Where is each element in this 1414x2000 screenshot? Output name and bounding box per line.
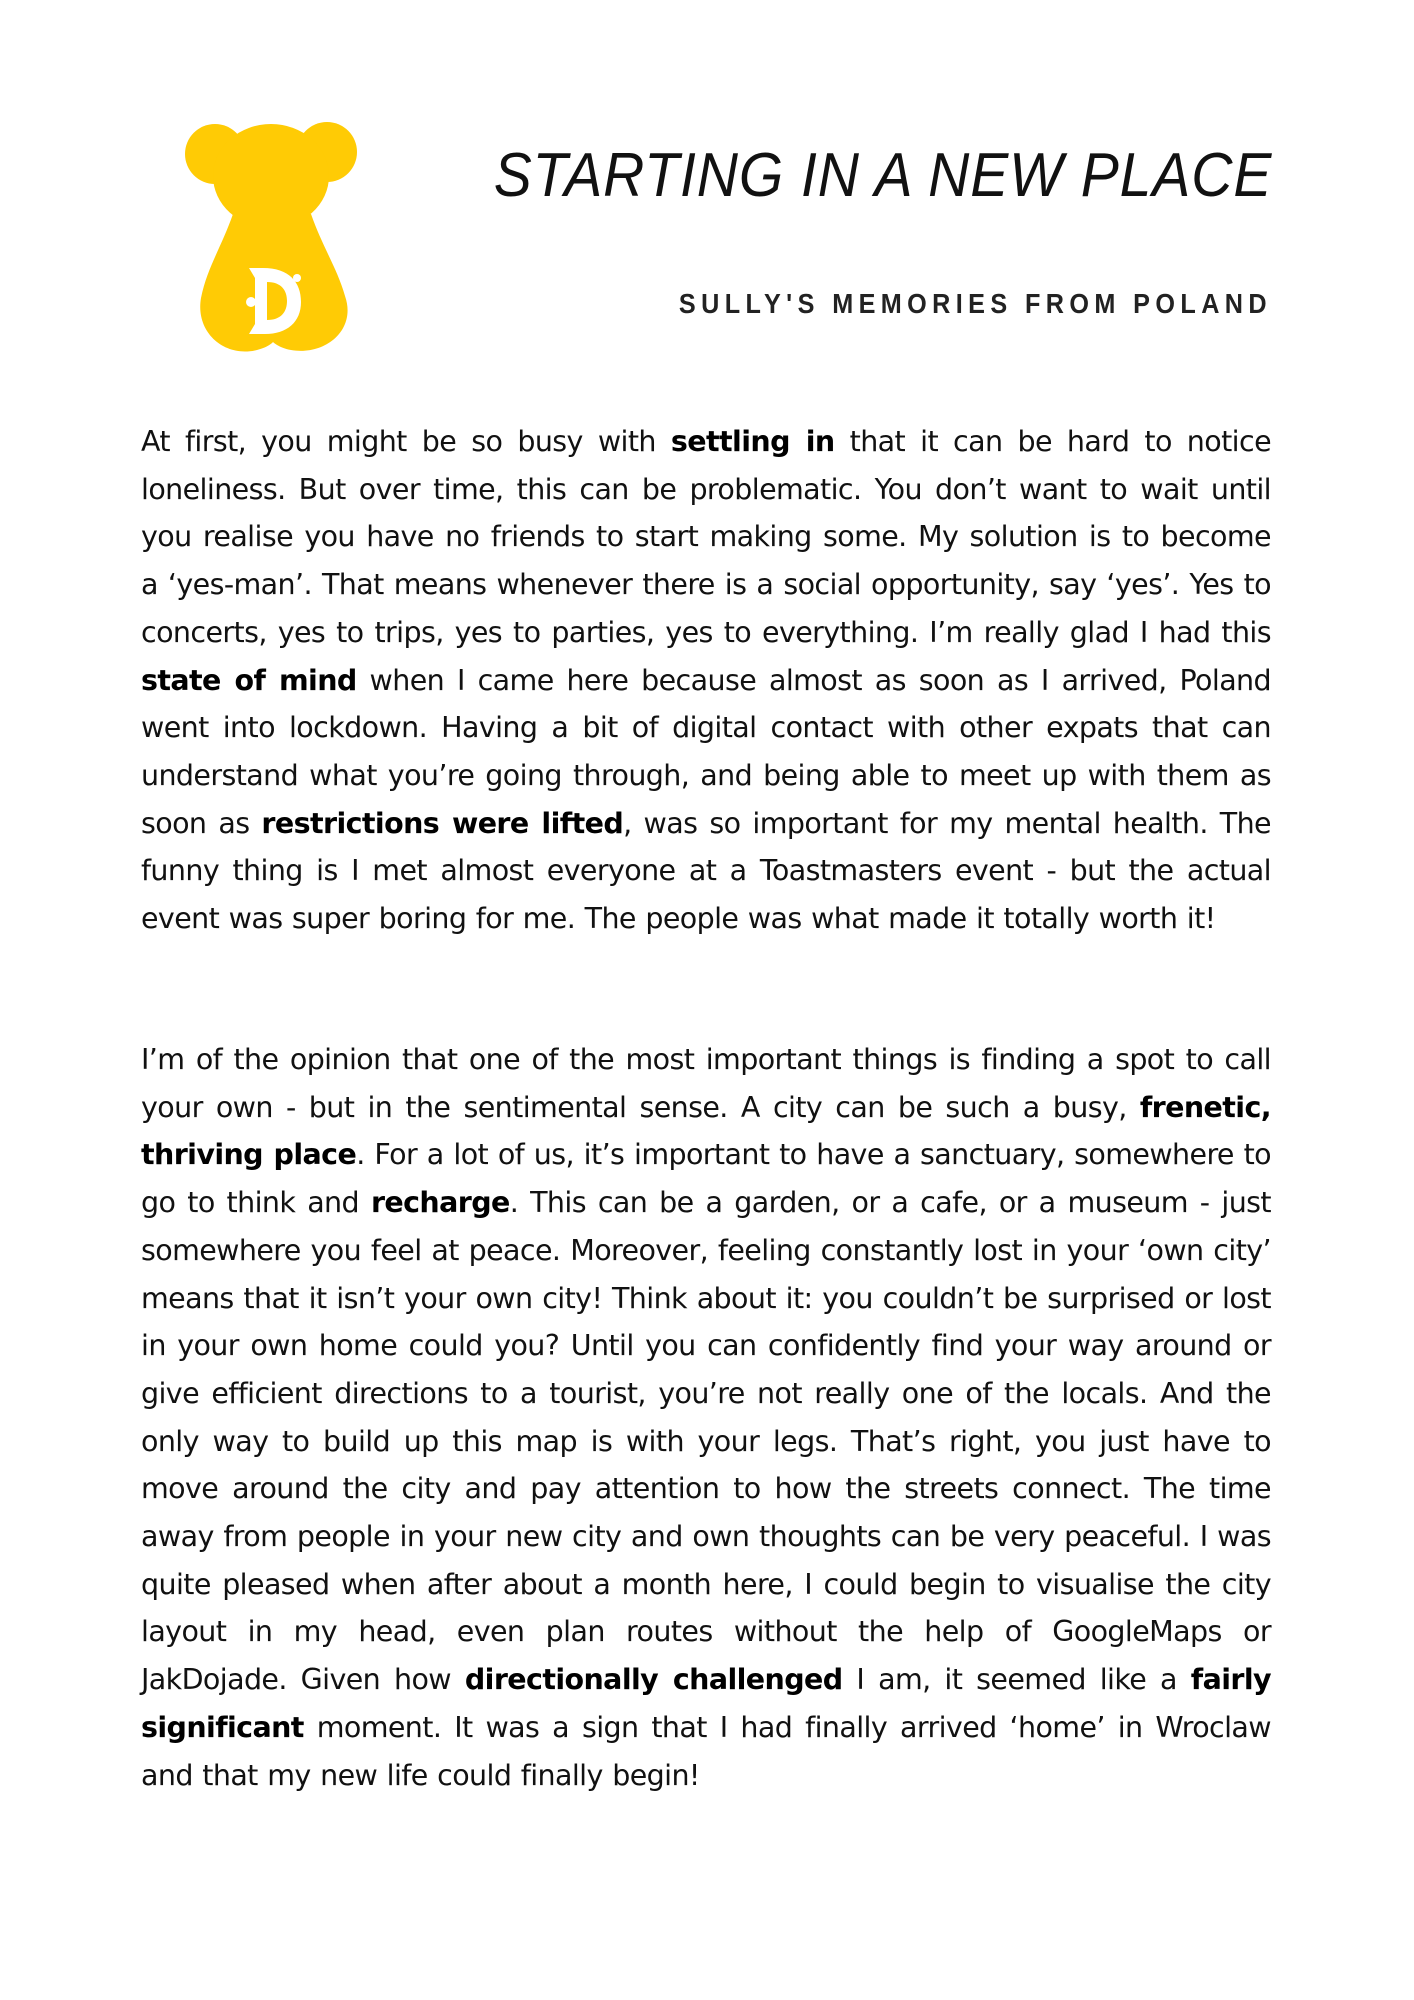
page-title: STARTING IN A NEW PLACE: [493, 141, 1272, 210]
text-run: At first, you might be so busy with: [141, 425, 671, 458]
paragraph-1: [141, 418, 1271, 943]
bold-phrase: fairly significant: [141, 1663, 1271, 1744]
text-run: . For a lot of us, it’s important to have a sanctuary, somewhere to go to think and: [141, 1138, 1271, 1220]
text-run: I’m of the opinion that one of the most important things is finding a spot to call your own - but in the sentimental sense. A city can be such a busy,: [141, 1043, 1271, 1124]
text-run: I am, it seemed like a: [842, 1663, 1191, 1697]
page-subtitle: SULLY'S MEMORIES FROM POLAND: [678, 288, 1272, 319]
text-run: , was so important for my mental health. The funny thing is I met almost everyone at a Toastmasters event - but the actual event was super boring for me. The people was what made it totally worth it!: [141, 806, 1271, 936]
bold-phrase: restrictions were lifted: [261, 806, 624, 840]
bold-phrase: recharge: [370, 1186, 510, 1220]
paragraph-2: [141, 1036, 1271, 1799]
bold-phrase: settling in: [670, 425, 835, 458]
text-run: . This can be a garden, or a cafe, or a museum - just somewhere you feel at peace. Moreover, feeling constantly lost in your ‘own city’ means that it isn’t your own city! Think about it: you couldn’t be surprised or lost in your own home could you? Until you can confidently find your way around or give efficient directions to a tourist, you’re not really one of the locals. And the only way to build up this map is with your legs. That’s right, you just have to move around the city and pay attention to how the streets connect. The time away from people in your new city and own thoughts can be very peaceful. I was quite pleased when after about a month here, I could begin to visualise the city layout in my head, even plan routes without the help of GoogleMaps or JakDojade. Given how: [141, 1186, 1271, 1697]
text-run: when I came here because almost as soon as I arrived, Poland went into lockdown. Having a bit of digital contact with other expats that can understand what you’re going through, and being able to meet up with them as soon as: [141, 663, 1272, 840]
bold-phrase: state of mind: [141, 663, 357, 697]
bold-phrase: frenetic, thriving place: [141, 1090, 1271, 1172]
bold-phrase: directionally challenged: [464, 1663, 843, 1697]
text-run: that it can be hard to notice loneliness. But over time, this can be problematic. You don’t want to wait until you realise you have no friends to start making some. My solution is to become a ‘yes-man’. That means whenever there is a social opportunity, say ‘yes’. Yes to concerts, yes to trips, yes to parties, yes to everything. I’m really glad I had this: [141, 425, 1271, 649]
koala-d-logo-icon: [185, 118, 360, 358]
text-run: moment. It was a sign that I had finally arrived ‘home’ in Wroclaw and that my new life could finally begin!: [141, 1710, 1271, 1792]
